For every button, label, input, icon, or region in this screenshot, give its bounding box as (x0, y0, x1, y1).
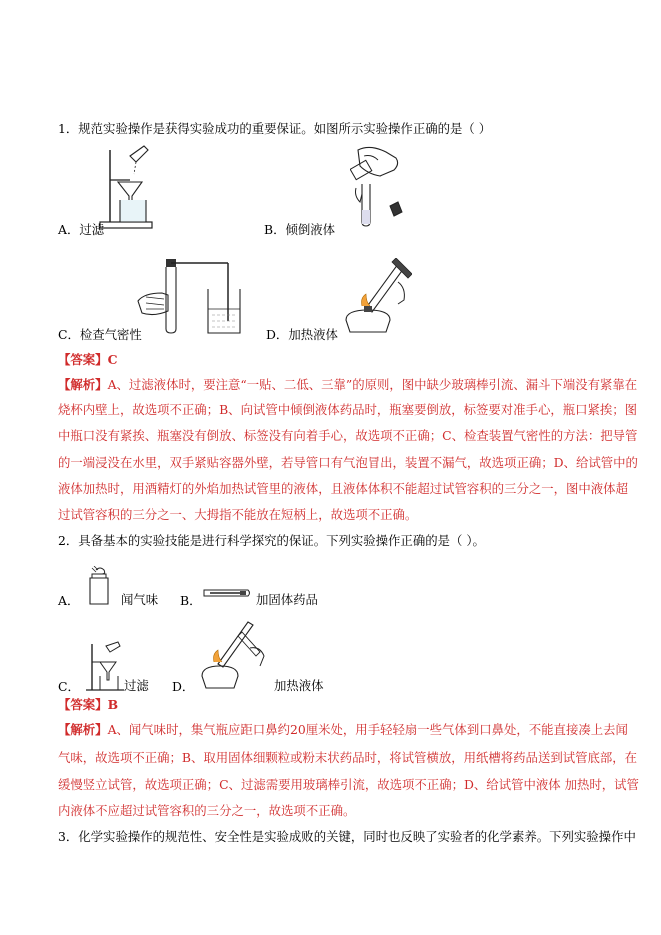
q2-figure-c-filtration (84, 640, 126, 692)
q3-stem: 3．化学实验操作的规范性、安全性是实验成败的关键，同时也反映了实验者的化学素养。下列实验操作中 (58, 829, 636, 844)
q2-option-a-letter: A． (58, 593, 80, 608)
q2-analysis-tag: 【解析】 (58, 722, 108, 737)
q2-answer (58, 697, 118, 713)
filtration-illustration (96, 142, 156, 230)
q1-figure-b-pouring (350, 144, 410, 228)
q2-figure-a-smell (86, 566, 112, 606)
q2-option-a-text: 闻气味 (121, 592, 159, 607)
q2-analysis-line-3: 缓慢竖立试管，故选项正确；C、过滤需要用玻璃棒引流，故选项不正确；D、给试管中液体 加热时，试管 (58, 777, 639, 792)
q1-answer (58, 352, 117, 368)
heating-small-illustration (198, 616, 270, 692)
q1-option-a: A．过滤 (58, 222, 105, 237)
q1-analysis-text-1: A、过滤液体时，要注意“一贴、二低、三靠”的原则，图中缺少玻璃棒引流、漏斗下端没有紧靠在 (107, 377, 638, 392)
pouring-illustration (350, 144, 410, 228)
q1-option-b: B．倾倒液体 (264, 222, 336, 237)
q1-figure-d-heating (340, 258, 412, 336)
test-tube-horizontal-illustration (202, 587, 252, 599)
filtration-small-illustration (84, 640, 126, 692)
q1-option-d: D．加热液体 (266, 327, 338, 342)
q1-figure-c-airtightness (134, 255, 244, 335)
q1-analysis-line-1 (58, 377, 637, 393)
q2-answer-tag: 【答案】 (58, 697, 108, 712)
q1-analysis-line-5: 液体加热时，用酒精灯的外焰加热试管里的液体，且液体体积不能超过试管容积的三分之一，图中液体超 (58, 481, 628, 496)
q2-option-b-letter: B． (180, 593, 202, 608)
q1-stem: 1．规范实验操作是获得实验成功的重要保证。如图所示实验操作正确的是（ ） (58, 121, 492, 136)
heating-illustration (340, 258, 412, 336)
q2-figure-d-heating (198, 616, 270, 692)
q1-analysis-line-4: 的一端浸没在水里，双手紧贴容器外壁，若导管口有气泡冒出，装置不漏气，故选项正确；D、给试管中的 (58, 455, 638, 470)
q1-answer-value: C (107, 352, 118, 367)
q2-option-d-text: 加热液体 (274, 678, 324, 693)
q2-analysis-line-2: 气味，故选项不正确；B、取用固体细颗粒或粉末状药品时，将试管横放，用纸槽将药品送到试管底部，在 (58, 750, 638, 765)
q2-option-b-text: 加固体药品 (256, 592, 318, 607)
q1-analysis-tag: 【解析】 (58, 377, 108, 392)
q1-figure-a-filtration (96, 142, 156, 230)
gas-jar-illustration (86, 566, 112, 606)
q2-stem: 2．具备基本的实验技能是进行科学探究的保证。下列实验操作正确的是（ ）。 (58, 533, 485, 548)
q1-analysis-line-6: 过试管容积的三分之一、大拇指不能放在短柄上，故选项不正确。 (58, 507, 418, 522)
q2-option-c-text: 过滤 (124, 678, 149, 693)
q2-option-d-letter: D． (172, 679, 195, 694)
q1-option-c: C．检查气密性 (58, 327, 142, 342)
q2-analysis-text-1: A、闻气味时，集气瓶应距口鼻约20厘米处，用手轻轻扇一些气体到口鼻处，不能直接凑上去闻 (107, 722, 628, 737)
q1-analysis-line-3: 中瓶口没有紧挨、瓶塞没有倒放、标签没有向着手心，故选项不正确；C、检查装置气密性的方法：把导管 (58, 428, 638, 443)
q2-answer-value: B (107, 697, 119, 712)
q2-analysis-line-1 (58, 722, 628, 738)
q1-analysis-line-2: 烧杯内壁上，故选项不正确；B、向试管中倾倒液体药品时，瓶塞要倒放，标签要对准手心，瓶口紧挨；图 (58, 402, 638, 417)
q2-option-c-letter: C． (58, 679, 80, 694)
q2-analysis-line-4: 内液体不应超过试管容积的三分之一，故选项不正确。 (58, 803, 356, 818)
q1-answer-tag: 【答案】 (58, 352, 108, 367)
airtightness-illustration (134, 255, 244, 335)
q2-figure-b-solid (202, 587, 252, 599)
